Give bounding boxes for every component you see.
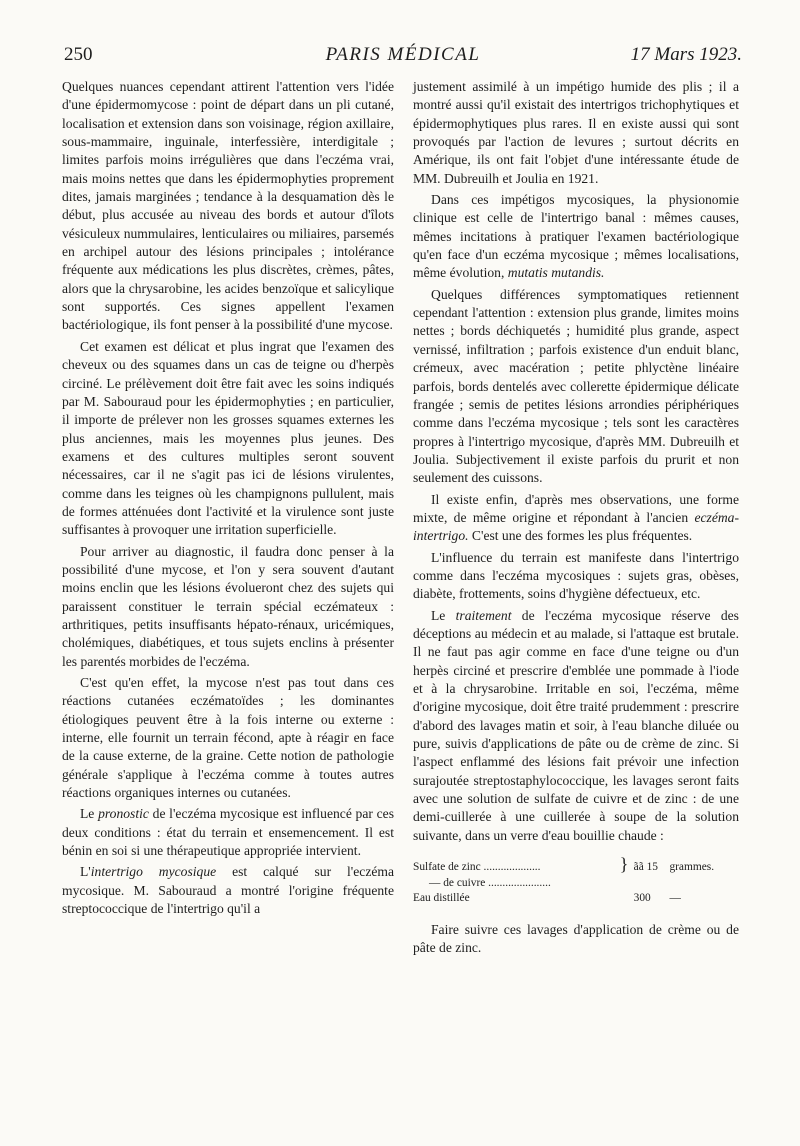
formula-row [413,854,739,876]
paragraph-prognosis [62,805,394,860]
formula-row [413,891,739,907]
paragraph: Faire suivre ces lavages d'application de crème ou de pâte de zinc. [413,921,739,955]
italic-term: intertrigo mycosique [90,864,217,880]
italic-term: eczéma-intertrigo. [413,509,740,544]
text: L' [80,864,91,880]
paragraph-treatment [413,607,739,845]
paragraph: Quelques différences symptomatiques retiennent cependant l'attention : extension plus grande, limites moins nettes ; bords déchiquetés ; humidité plus grande, aspect vernissé, infiltration ; parfois existence d'un enduit blanc, crémeux, avec macération ; petite phlyctène linéaire parfois, bords dentelés avec collerette épidermique délicate frangée ; semis de petites lésions arrondies périphériques comme dans l'eczéma mycosique ; tels sont les caractères propres à l'intertrigo mycosique, d'après MM. Dubreuilh et Joulia. Subjectivement il existe parfois du prurit et non seulement des cuissons. [413,286,739,486]
paragraph [413,191,739,283]
paragraph: Cet examen est délicat et plus ingrat que l'examen des cheveux ou des squames dans un cas de teigne ou d'herpès circiné. Le prélèvement doit être fait avec les soins indiqués par M. Sabouraud pour les épidermophyties ; en particulier, il importe de prélever non les grosses squames externes les plus anciennes, mais les moyennes plus jeunes. Des examens et des cultures multiples seront souvent nécessaires, car il ne s'agit pas ici de lésions virulentes, comme dans les teignes où les champignons pullulent, mais de formes atténuées dont l'activité et la virulence sont juste suffisantes à provoquer une irritation superficielle. [62,338,394,538]
issue-date: 17 Mars 1923. [630,44,742,65]
page-number: 250 [64,44,93,65]
journal-title: PARIS MÉDICAL [325,44,481,65]
paragraph: C'est qu'en effet, la mycose n'est pas tout dans ces réactions cutanées eczématoïdes ; les dominantes étiologiques peuvent être à la fois interne ou externe : interne, elle fournit un terrain fécond, apte à réagir en face de la cause externe, de la graine. Cette notion de pathologie générale s'applique à l'eczéma comme à toutes autres réactions organiques internes ou cutanées. [62,675,394,801]
quantity: ãã 15 [633,861,659,874]
ingredient: Sulfate de zinc .................... [413,861,541,874]
text: de l'eczéma mycosique est influencé par ces deux conditions : état du terrain et ensemencement. Il est bénin en soi si une thérapeutique appropriée intervient. [62,806,394,859]
right-column [413,78,739,960]
unit: grammes. [669,861,715,874]
prescription-formula [413,854,739,907]
italic-term: traitement [455,607,512,623]
text: Il existe enfin, d'après mes observations, une forme mixte, de même origine et répondant à l'ancien [413,491,739,525]
ingredient: — de cuivre ...................... [429,876,551,889]
unit: — [669,892,681,905]
paragraph: Pour arriver au diagnostic, il faudra donc penser à la possibilité d'une mycose, et l'on y sera souvent d'autant moins enclin que les lésions évolueront chez des sujets qui paraissent constituer le terrain spécial eczémateux : arthritiques, petits insuffisants hépato-rénaux, uricémiques, cholémiques, diabétiques, et tous sujets enclins à présenter les parentés morbides de l'eczéma. [62,543,394,669]
paragraph: L'influence du terrain est manifeste dans l'intertrigo comme dans l'eczéma mycosiques : sujets gras, obèses, diabète, frottements, soins d'hygiène défectueux, etc. [413,549,739,602]
paragraph-intertrigo [62,863,394,918]
left-column [62,78,394,921]
brace: } [619,854,629,875]
italic-term: mutatis mutandis. [507,265,605,281]
paragraph: Quelques nuances cependant attirent l'attention vers l'idée d'une épidermomycose : point de départ dans un pli cutané, localisation et extension dans son voisinage, région axillaire, sous-mammaire, inguinale, interfessière, interdigitale ; limites parfois moins irrégulières que dans l'eczéma vrai, mais moins nettes que dans les épidermophyties proprement dites, jamais marginées ; tendance à la desquamation dès le début, plus accusée au niveau des bords et autour d'îlots vésiculeux nummulaires, lenticulaires ou miliaires, parsemés en archipel autour des lésions principales ; intolérance fréquente aux médications les plus discrètes, crèmes, pâtes, alors que la chrysarobine, les acides benzoïque et salicylique sont supportés. Ces signes appellent l'examen bactériologique, ils font penser à la possibilité d'une mycose. [62,79,394,333]
paragraph [413,491,739,546]
formula-row [413,876,739,892]
quantity: 300 [633,892,651,905]
text: est calqué sur l'eczéma mycosique. M. Sabouraud a montré l'origine fréquente streptococcique de l'intertrigo qu'il a [62,864,394,917]
text: Le [431,607,446,623]
ingredient: Eau distillée [413,892,470,905]
paragraph: justement assimilé à un impétigo humide des plis ; il a montré aussi qu'il existait des intertrigos trichophytiques et épidermophytiques plus rares. Il en existe aussi qui sont provoqués par l'action de levures ; surtout décrits en Amérique, ils ont fait l'objet d'une intéressante étude de MM. Dubreuilh et Joulia en 1921. [413,79,739,186]
text: Le [80,806,95,822]
page-header [64,44,742,70]
text: Dans ces impétigos mycosiques, la physionomie clinique est celle de l'intertrigo banal : mêmes causes, mêmes incitations à pratiquer l'examen bactériologique qu'en face d'un eczéma mycosique ; mêmes localisations, même évolution, [413,192,739,281]
text: C'est une des formes les plus fréquentes. [471,528,693,544]
italic-term: pronostic [98,806,149,822]
text: de l'eczéma mycosique réserve des déceptions au médecin et au malade, si l'attaque est brutale. Il ne faut pas agir comme en face d'une teigne ou d'un herpès circiné et prescrire d'emblée une pommade à l'iode et à la chrysarobine. Irritable en soi, l'eczéma, même d'origine mycosique, doit être traité prudemment : prescrire d'abord des lavages matin et soir, à l'eau blanche diluée ou pure, suivis d'applications de pâte ou de crème de zinc. Si l'aspect enflammé des lésions fait prévoir une infection surajoutée streptostaphylococcique, les lavages seront faits avec une solution de sulfate de cuivre et de zinc : de une demi-cuillerée à une cuillerée à soupe de la solution suivante, dans un verre d'eau bouillie chaude : [413,607,739,843]
